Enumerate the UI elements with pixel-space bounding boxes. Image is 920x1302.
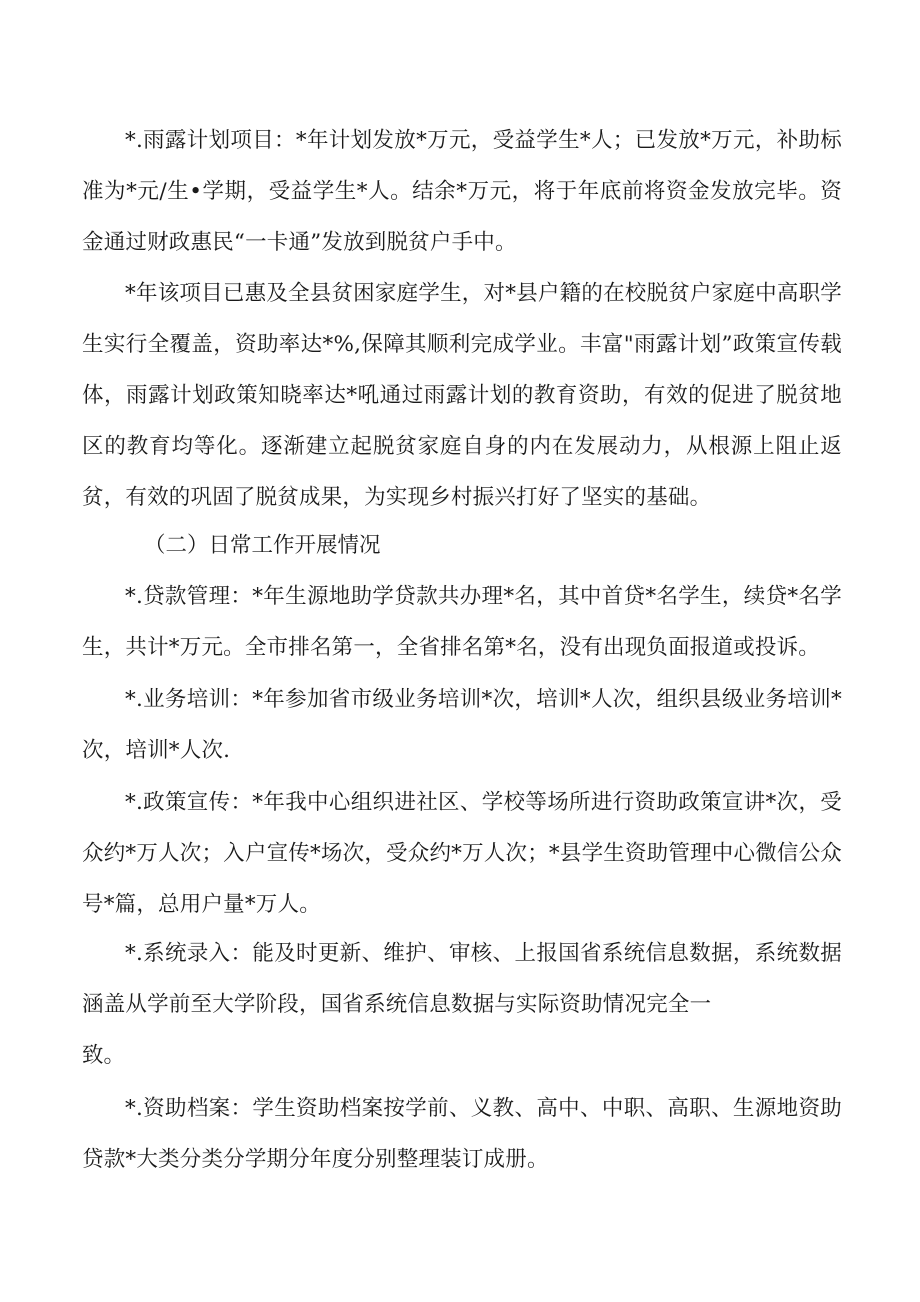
paragraph-business-training: *.业务培训：*年参加省市级业务培训*次，培训*人次，组织县级业务培训*次，培训*人次.: [82, 687, 842, 763]
paragraph-funding-archives: *.资助档案：学生资助档案按学前、义教、高中、中职、高职、生源地资助贷款*大类分类分学期分年度分别整理装订成册。: [82, 1096, 842, 1172]
paragraph-project-coverage: *年该项目已惠及全县贫困家庭学生，对*县户籍的在校脱贫户家庭中高职学生实行全覆盖，资助率达*%,保障其顺利完成学业。丰富"雨露计划”政策宣传载体，雨露计划政策知晓率达*吼通过雨露计划的教育资助，有效的促进了脱贫地区的教育均等化。逐渐建立起脱贫家庭自身的内在发展动力，从根源上阻止返贫，有效的巩固了脱贫成果，为实现乡村振兴打好了坚实的基础。: [82, 281, 842, 510]
section-heading-daily-work: （二）日常工作开展情况: [144, 533, 381, 558]
paragraph-loan-management: *.贷款管理：*年生源地助学贷款共办理*名，其中首贷*名学生，续贷*名学生，共计*万元。全市排名第一，全省排名第*名，没有出现负面报道或投诉。: [82, 584, 842, 660]
paragraph-system-entry: *.系统录入：能及时更新、维护、审核、上报国省系统信息数据，系统数据涵盖从学前至大学阶段，国省系统信息数据与实际资助情况完全一: [82, 941, 842, 1017]
paragraph-policy-publicity: *.政策宣传：*年我中心组织进社区、学校等场所进行资助政策宣讲*次，受众约*万人次；入户宣传*场次，受众约*万人次；*县学生资助管理中心微信公众号*篇，总用户量*万人。: [82, 790, 842, 917]
paragraph-system-entry-tail: 致。: [82, 1043, 126, 1068]
paragraph-rain-dew-plan: *.雨露计划项目：*年计划发放*万元，受益学生*人；已发放*万元，补助标准为*元/生•学期，受益学生*人。结余*万元，将于年底前将资金发放完毕。资金通过财政惠民“一卡通”发放到脱贫户手中。: [82, 128, 842, 255]
